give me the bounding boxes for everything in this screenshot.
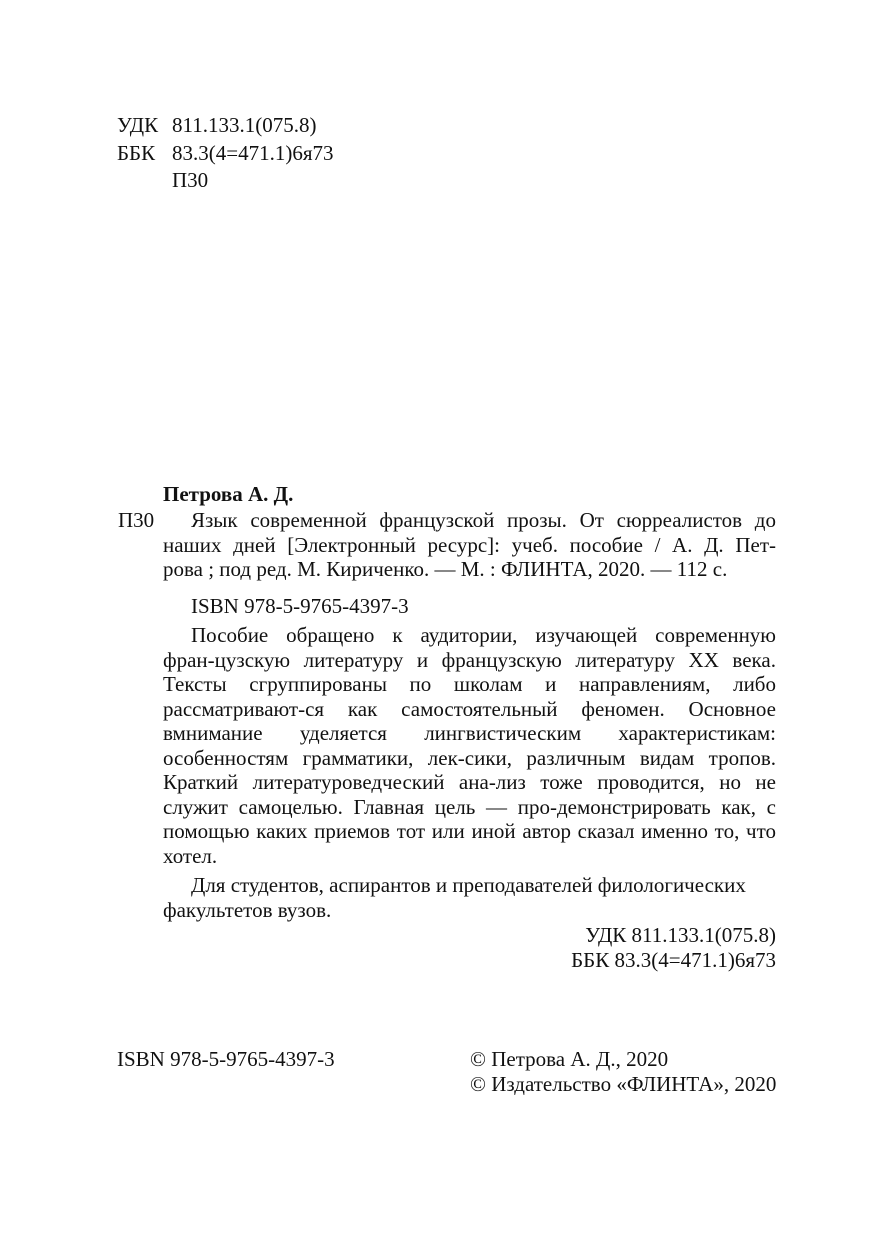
annotation-line: вмнимание уделяется лингвистическим характеристикам: <box>163 721 776 745</box>
bbk-value: 83.3(4=471.1)6я73 <box>172 141 334 165</box>
bbk-label: ББК <box>117 141 156 165</box>
card-isbn: ISBN 978-5-9765-4397-3 <box>191 594 409 618</box>
footer-isbn: ISBN 978-5-9765-4397-3 <box>117 1047 335 1071</box>
annotation-line: Пособие обращено к аудитории, изучающей современную <box>191 623 776 647</box>
card-author-mark: П30 <box>118 508 155 532</box>
copyright-author: © Петрова А. Д., 2020 <box>470 1047 669 1071</box>
udk-header <box>117 113 316 138</box>
title-line: Язык современной французской прозы. От сюрреалистов до <box>191 508 776 532</box>
title-line: наших дней [Электронный ресурс]: учеб. пособие / А. Д. Пет- <box>163 532 776 557</box>
author-mark-header: П30 <box>172 168 209 192</box>
card-title-description <box>163 508 776 582</box>
card-annotation <box>163 623 776 868</box>
annotation-line: Краткий литературоведческий ана-лиз тоже проводится, но не <box>163 770 776 794</box>
bbk-header <box>117 141 334 166</box>
annotation-line: Тексты сгруппированы по школам и направлениям, либо <box>163 672 776 696</box>
card-udk: УДК 811.133.1(075.8) <box>585 923 776 947</box>
annotation-line: фран-цузскую литературу и французскую литературу XX века. <box>163 647 776 672</box>
annotation-line: служит самоцелью. Главная цель — про-демонстрировать как, с <box>163 794 776 819</box>
annotation-line: хотел. <box>163 843 218 868</box>
annotation-line: помощью каких приемов тот или иной автор сказал именно то, что <box>163 819 776 843</box>
card-audience <box>163 873 776 922</box>
card-bbk: ББК 83.3(4=471.1)6я73 <box>571 948 776 972</box>
udk-value: 811.133.1(075.8) <box>172 113 317 137</box>
audience-line: факультетов вузов. <box>163 897 332 922</box>
udk-label: УДК <box>117 113 159 137</box>
annotation-line: рассматривают-ся как самостоятельный феномен. Основное <box>163 696 776 721</box>
audience-line: Для студентов, аспирантов и преподавателей филологических <box>191 873 746 897</box>
copyright-publisher: © Издательство «ФЛИНТА», 2020 <box>470 1072 777 1096</box>
title-line: рова ; под ред. М. Кириченко. — М. : ФЛИНТА, 2020. — 112 с. <box>163 557 728 581</box>
card-author: Петрова А. Д. <box>163 482 294 506</box>
annotation-line: особенностям грамматики, лек-сики, различным видам тропов. <box>163 745 776 770</box>
card-classification <box>571 923 776 973</box>
